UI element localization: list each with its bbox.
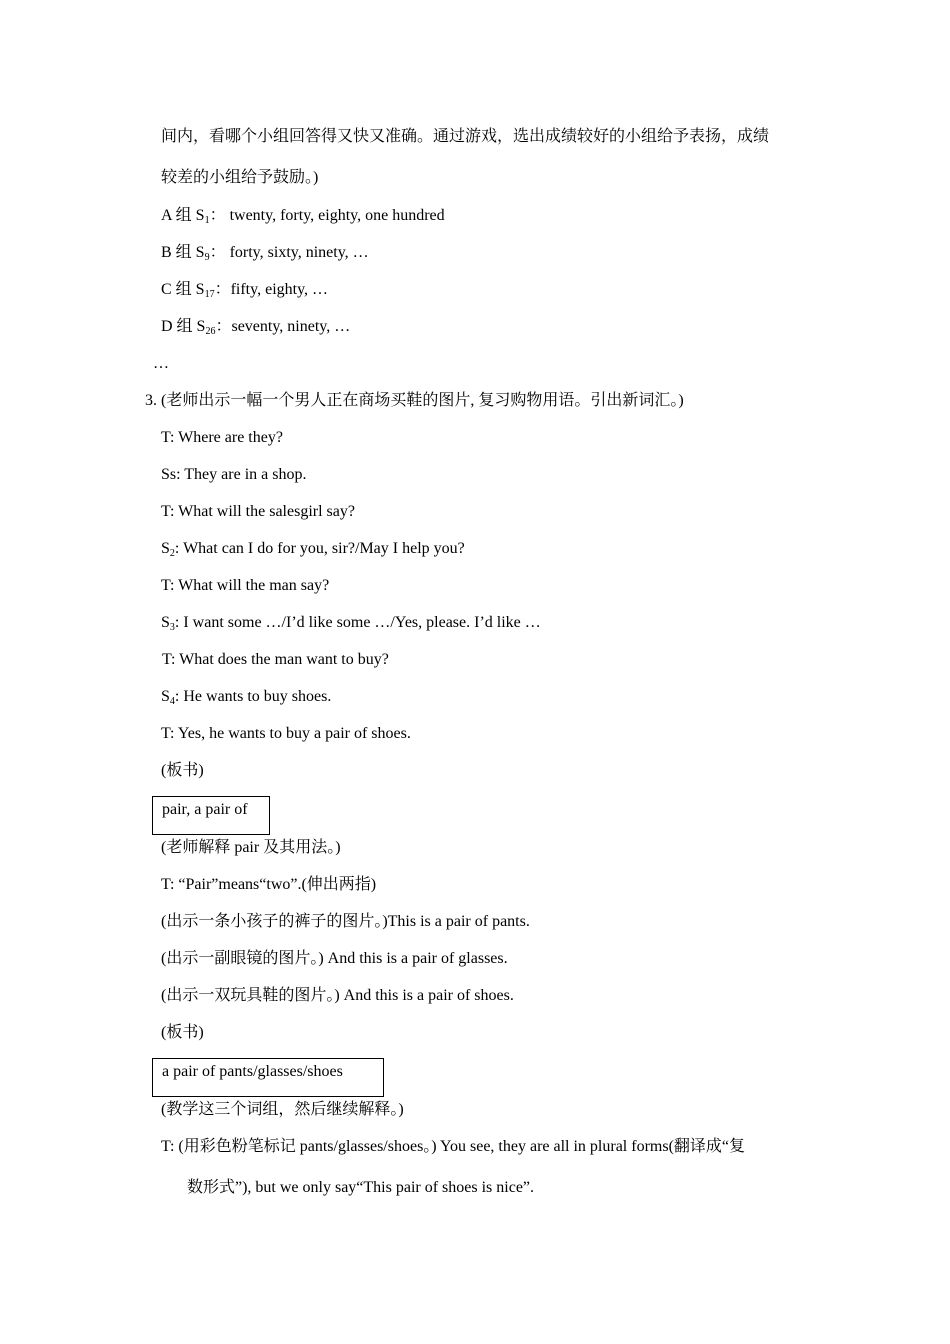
- teach-line: (教学这三个词组，然后继续解释。): [161, 1101, 404, 1118]
- group-a-text: ： twenty, forty, eighty, one hundred: [209, 207, 445, 224]
- dialogue-line-2: Ss: They are in a shop.: [161, 466, 307, 483]
- final-line-2: 数形式”), but we only say“This pair of shoes is nice”.: [187, 1179, 535, 1196]
- dialogue-line-3: T: What will the salesgirl say?: [161, 503, 355, 520]
- group-b-sub: 9: [204, 252, 210, 263]
- group-d-line: [161, 317, 350, 337]
- step-3-heading: 3. (老师出示一幅一个男人正在商场买鞋的图片, 复习购物用语。引出新词汇。): [145, 392, 684, 409]
- dialogue-line-4: [161, 539, 465, 559]
- dialogue-line-5: T: What will the man say?: [161, 577, 330, 594]
- board-box-2-text: a pair of pants/glasses/shoes: [162, 1063, 343, 1080]
- final-line-1: T: (用彩色粉笔标记 pants/glasses/shoes。) You see, they are all in plural forms(翻译成“复: [161, 1138, 746, 1155]
- speaker-label: S: [161, 614, 170, 631]
- explain-line: (老师解释 pair 及其用法。): [161, 839, 341, 856]
- dialogue-line-7: T: What does the man want to buy?: [162, 651, 389, 668]
- group-d-sub: 26: [205, 326, 216, 337]
- intro-line-2: 较差的小组给予鼓励。): [161, 169, 319, 186]
- dialogue-text: : He wants to buy shoes.: [174, 688, 332, 705]
- board-label-2: (板书): [161, 1024, 204, 1041]
- show-pants-line: (出示一条小孩子的裤子的图片。)This is a pair of pants.: [161, 913, 530, 930]
- dialogue-line-1: T: Where are they?: [161, 429, 283, 446]
- group-d-prefix: D 组 S: [161, 318, 206, 335]
- speaker-label: S: [161, 540, 170, 557]
- group-b-line: [161, 243, 369, 263]
- speaker-sub: 2: [169, 548, 175, 559]
- dialogue-line-9: T: Yes, he wants to buy a pair of shoes.: [161, 725, 411, 742]
- group-a-line: [161, 206, 445, 226]
- show-glasses-line: (出示一副眼镜的图片。) And this is a pair of glasses.: [161, 950, 508, 967]
- group-a-prefix: A 组 S: [161, 207, 205, 224]
- ellipsis-line: …: [153, 355, 169, 372]
- speaker-label: S: [161, 688, 170, 705]
- group-c-sub: 17: [204, 289, 215, 300]
- speaker-sub: 3: [169, 622, 175, 633]
- speaker-sub: 4: [169, 696, 175, 707]
- show-shoes-line: (出示一双玩具鞋的图片。) And this is a pair of shoes.: [161, 987, 514, 1004]
- dialogue-text: : What can I do for you, sir?/May I help you?: [174, 540, 465, 557]
- board-label-1: (板书): [161, 762, 204, 779]
- group-d-text: ：seventy, ninety, …: [215, 318, 351, 335]
- dialogue-line-8: [161, 687, 331, 707]
- dialogue-line-6: [161, 613, 541, 633]
- group-b-text: ： forty, sixty, ninety, …: [209, 244, 369, 261]
- board-box-1-text: pair, a pair of: [162, 801, 248, 818]
- group-c-text: ：fifty, eighty, …: [214, 281, 329, 298]
- dialogue-text: : I want some …/I’d like some …/Yes, please. I’d like …: [174, 614, 541, 631]
- intro-line-1: 间内，看哪个小组回答得又快又准确。通过游戏，选出成绩较好的小组给予表扬，成绩: [161, 128, 770, 145]
- group-a-sub: 1: [204, 215, 210, 226]
- group-b-prefix: B 组 S: [161, 244, 205, 261]
- pair-means-line: T: “Pair”means“two”.(伸出两指): [161, 876, 377, 893]
- group-c-line: [161, 280, 328, 300]
- group-c-prefix: C 组 S: [161, 281, 205, 298]
